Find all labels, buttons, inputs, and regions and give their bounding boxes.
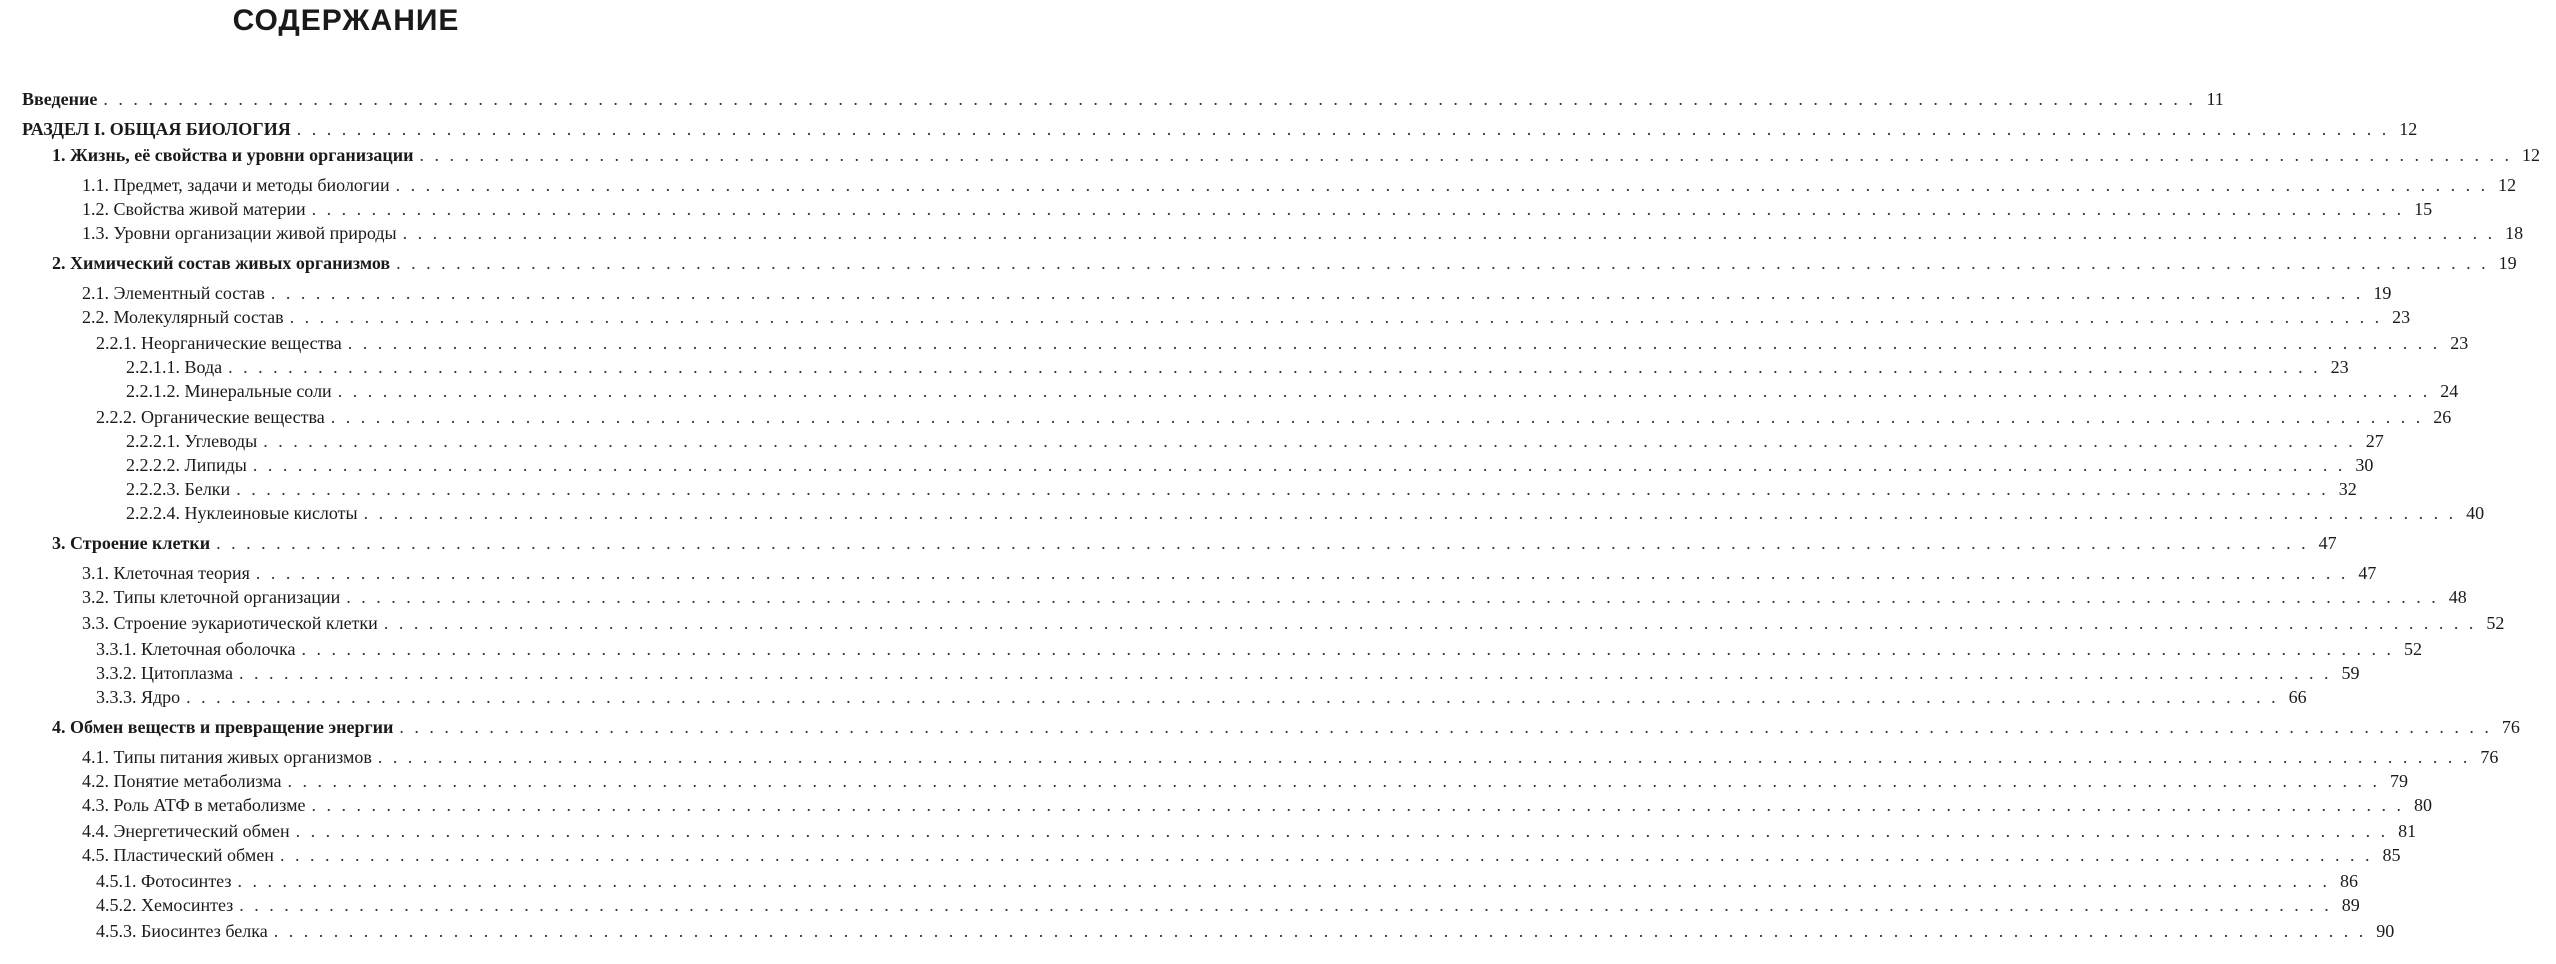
toc-entry-page: 47	[2318, 533, 2337, 553]
toc-entry-label: 3. Строение клетки	[52, 533, 211, 553]
toc-entry-label: 2.2.2. Органические вещества	[96, 407, 325, 427]
toc-leader-dots	[216, 531, 2309, 555]
toc-entry-page: 86	[2340, 871, 2359, 891]
toc-entry[interactable]	[0, 173, 2517, 197]
toc-entry-label: 2.2.2.1. Углеводы	[126, 431, 258, 451]
toc-entry-label: 4.2. Понятие метаболизма	[82, 771, 282, 791]
toc-entry[interactable]	[0, 919, 2395, 943]
toc-entry[interactable]	[0, 715, 2520, 739]
toc-entry[interactable]	[0, 843, 2401, 867]
toc-leader-dots	[239, 893, 2332, 917]
toc-entry-label: 3.1. Клеточная теория	[82, 563, 250, 583]
toc-leader-dots	[274, 919, 2367, 943]
toc-entry[interactable]	[0, 251, 2517, 275]
toc-leader-dots	[239, 661, 2332, 685]
page-title: СОДЕРЖАНИЕ	[232, 4, 460, 37]
toc-entry-page: 19	[2373, 283, 2392, 303]
toc-entry[interactable]	[0, 685, 2307, 709]
toc-entry-label: 1.2. Свойства живой материи	[82, 199, 306, 219]
toc-leader-dots	[256, 561, 2349, 585]
toc-entry-page: 52	[2486, 613, 2505, 633]
toc-entry-page: 19	[2498, 253, 2517, 273]
toc-leader-dots	[396, 173, 2489, 197]
toc-entry-page: 32	[2338, 479, 2357, 499]
toc-entry[interactable]	[0, 869, 2359, 893]
toc-entry-label: 2.2.2.4. Нуклеиновые кислоты	[126, 503, 358, 523]
toc-entry-label: 4.5. Пластический обмен	[82, 845, 274, 865]
toc-entry[interactable]	[0, 355, 2349, 379]
toc-entry-page: 52	[2404, 639, 2423, 659]
toc-entry[interactable]	[0, 405, 2452, 429]
toc-leader-dots	[238, 869, 2331, 893]
toc-entry-label: РАЗДЕЛ I. ОБЩАЯ БИОЛОГИЯ	[22, 119, 291, 139]
toc-entry-label: 1. Жизнь, её свойства и уровни организации	[52, 145, 414, 165]
toc-entry[interactable]	[0, 661, 2360, 685]
toc-entry-label: 3.2. Типы клеточной организации	[82, 587, 341, 607]
toc-leader-dots	[288, 769, 2381, 793]
toc-entry-page: 12	[2498, 175, 2517, 195]
toc-entry-page: 11	[2206, 89, 2224, 109]
toc-leader-dots	[103, 87, 2196, 111]
toc-entry-page: 23	[2392, 307, 2411, 327]
toc-leader-dots	[253, 453, 2346, 477]
toc-entry-page: 80	[2413, 795, 2432, 815]
toc-entry-page: 90	[2376, 921, 2395, 941]
toc-entry-label: 3.3.1. Клеточная оболочка	[96, 639, 296, 659]
toc-entry-label: 1.1. Предмет, задачи и методы биологии	[82, 175, 390, 195]
toc-leader-dots	[296, 819, 2389, 843]
toc-entry-label: 2.2.1.2. Минеральные соли	[126, 381, 332, 401]
toc-entry-page: 66	[2288, 687, 2307, 707]
toc-entry-label: 4.5.2. Хемосинтез	[96, 895, 234, 915]
toc-entry-page: 79	[2390, 771, 2409, 791]
toc-entry-page: 24	[2440, 381, 2459, 401]
toc-leader-dots	[346, 585, 2439, 609]
toc-leader-dots	[186, 685, 2279, 709]
toc-entry-page: 26	[2433, 407, 2452, 427]
toc-entry[interactable]	[0, 637, 2423, 661]
toc-entry-page: 81	[2398, 821, 2417, 841]
toc-entry-page: 76	[2480, 747, 2499, 767]
toc-leader-dots	[271, 281, 2364, 305]
toc-entry[interactable]	[0, 331, 2469, 355]
toc-leader-dots	[236, 477, 2329, 501]
toc-entry-page: 15	[2414, 199, 2433, 219]
toc-entry[interactable]	[0, 893, 2360, 917]
toc-entry[interactable]	[0, 501, 2485, 525]
toc-entry[interactable]	[0, 429, 2384, 453]
toc-entry-label: 2.2.2.3. Белки	[126, 479, 231, 499]
toc-entry[interactable]	[0, 561, 2377, 585]
toc-entry-page: 76	[2501, 717, 2520, 737]
toc-leader-dots	[311, 793, 2404, 817]
toc-entry-page: 23	[2330, 357, 2349, 377]
toc-entry-page: 18	[2505, 223, 2524, 243]
toc-entry[interactable]	[0, 221, 2524, 245]
toc-entry-page: 30	[2355, 455, 2374, 475]
toc-entry-label: 4.1. Типы питания живых организмов	[82, 747, 372, 767]
toc-leader-dots	[312, 197, 2405, 221]
toc-entry[interactable]	[0, 769, 2409, 793]
toc-leader-dots	[384, 611, 2477, 635]
toc-entry-label: 4.5.3. Биосинтез белка	[96, 921, 268, 941]
toc-entry[interactable]	[0, 379, 2459, 403]
toc-entry[interactable]	[0, 143, 2540, 167]
toc-leader-dots	[302, 637, 2395, 661]
toc-leader-dots	[228, 355, 2321, 379]
toc-entry-label: 4.3. Роль АТФ в метаболизме	[82, 795, 306, 815]
toc-entry[interactable]	[0, 477, 2357, 501]
toc-entry[interactable]	[0, 745, 2499, 769]
toc-entry-page: 59	[2341, 663, 2360, 683]
toc-entry-label: 4. Обмен веществ и превращение энергии	[52, 717, 394, 737]
toc-leader-dots	[399, 715, 2492, 739]
toc-entry[interactable]	[0, 281, 2392, 305]
toc-leader-dots	[403, 221, 2496, 245]
toc-entry[interactable]	[0, 197, 2433, 221]
toc-entry-page: 12	[2399, 119, 2418, 139]
toc-entry-page: 23	[2450, 333, 2469, 353]
toc-entry[interactable]	[0, 453, 2374, 477]
toc-entry-label: 3.3. Строение эукариотической клетки	[82, 613, 378, 633]
toc-leader-dots	[338, 379, 2431, 403]
toc-leader-dots	[396, 251, 2489, 275]
toc-entry-page: 48	[2448, 587, 2467, 607]
toc-entry[interactable]	[0, 305, 2411, 329]
toc-entry-page: 12	[2521, 145, 2540, 165]
toc-entry-page: 85	[2382, 845, 2401, 865]
toc-entry[interactable]	[0, 793, 2432, 817]
toc-entry-label: 3.3.3. Ядро	[96, 687, 181, 707]
toc-entry-label: 4.4. Энергетический обмен	[82, 821, 290, 841]
toc-entry-label: 2.2.1. Неорганические вещества	[96, 333, 342, 353]
toc-entry[interactable]	[0, 819, 2417, 843]
toc-entry-label: Введение	[22, 89, 98, 109]
toc-leader-dots	[364, 501, 2457, 525]
toc-entry-label: 1.3. Уровни организации живой природы	[82, 223, 397, 243]
toc-entry-label: 2.1. Элементный состав	[82, 283, 265, 303]
toc-entry-label: 2.2.2.2. Липиды	[126, 455, 247, 475]
toc-entry-label: 2.2.1.1. Вода	[126, 357, 223, 377]
toc-entry-page: 47	[2358, 563, 2377, 583]
toc-entry[interactable]	[0, 117, 2418, 141]
toc-entry-page: 89	[2341, 895, 2360, 915]
toc-leader-dots	[297, 117, 2390, 141]
toc-leader-dots	[331, 405, 2424, 429]
toc-entry-label: 3.3.2. Цитоплазма	[96, 663, 233, 683]
toc-entry[interactable]	[0, 611, 2505, 635]
toc-entry[interactable]	[0, 585, 2467, 609]
toc-leader-dots	[280, 843, 2373, 867]
toc-entry-page: 40	[2466, 503, 2485, 523]
toc-leader-dots	[290, 305, 2383, 329]
toc-entry-label: 2.2. Молекулярный состав	[82, 307, 284, 327]
toc-leader-dots	[348, 331, 2441, 355]
toc-entry-label: 2. Химический состав живых организмов	[52, 253, 391, 273]
toc-leader-dots	[378, 745, 2471, 769]
toc-entry[interactable]	[0, 87, 2224, 111]
toc-leader-dots	[419, 143, 2512, 167]
toc-entry[interactable]	[0, 531, 2337, 555]
toc-entry-page: 27	[2365, 431, 2384, 451]
toc-leader-dots	[263, 429, 2356, 453]
toc-entry-label: 4.5.1. Фотосинтез	[96, 871, 232, 891]
